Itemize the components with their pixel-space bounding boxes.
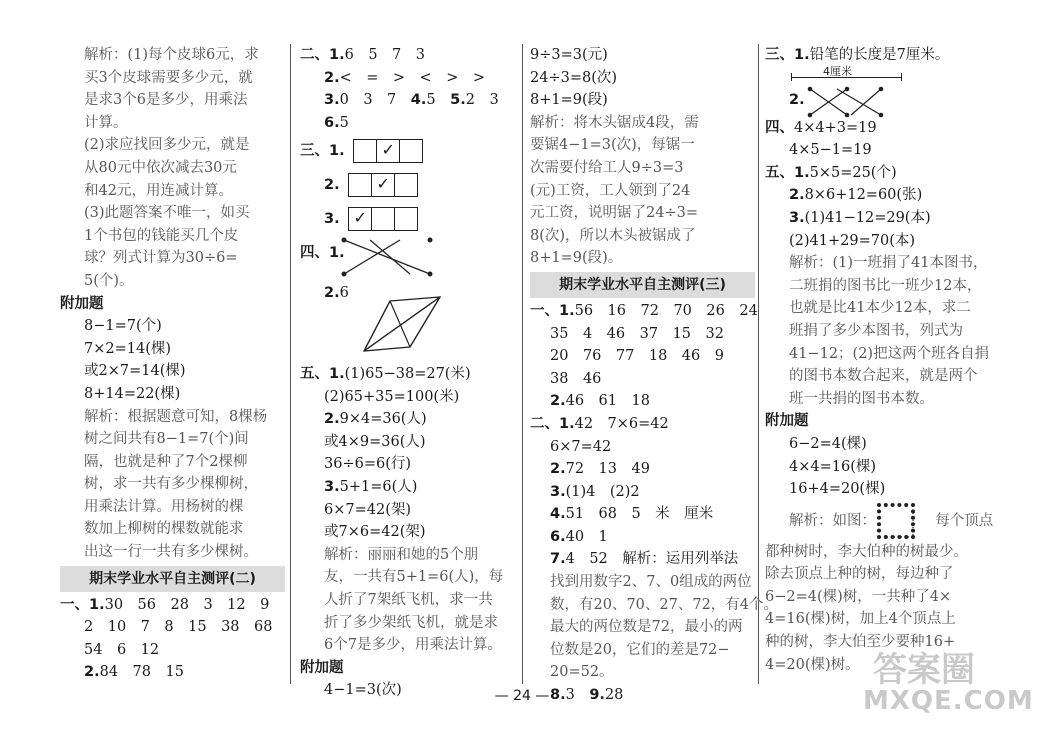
answer: 46 61 18 [565,393,650,410]
text-line: 人折了7架纸飞机，求一共 [324,591,493,608]
answer: 6×7=42 [550,438,612,455]
answer: 24÷3=8(次) [530,69,618,86]
text-line: 买3个皮球需要多少元，就 [84,69,253,86]
answer: 或4×9=36(人) [324,433,426,450]
text-line: 41−12；(2)把这两个班各自捐 [789,345,990,362]
item-label: 四、1. [300,245,345,262]
item-label: 3. [789,209,805,226]
text-line: 树之间共有8−1=7(个)间 [84,431,249,448]
parallelogram-figure [300,305,518,363]
item-label: 一、1. [530,302,575,319]
col1-analysis [60,44,285,293]
item-label: 4. [550,506,566,523]
item-label: 2. [324,285,340,302]
section-header: 期末学业水平自主测评(三) [530,272,755,298]
answer: 3 [565,687,575,704]
item-label: 2. [324,177,340,194]
text-line: 数，有20、70、27、72，有4个。 [550,596,779,613]
answer: (2)65+35=100(米) [324,388,460,405]
answer: 36÷6=6(行) [324,456,412,473]
watermark-url: MXQE.COM [863,686,1034,716]
answer: 或7×6=42(架) [324,524,426,541]
item-label: 4. [410,92,427,109]
text-line: 是求3个6是多少，用乘法 [84,92,248,109]
answer-box [348,173,372,197]
answer: 6×7=42(架) [324,501,412,518]
answer: 40 1 [565,528,608,545]
matching-lines-figure [340,234,440,284]
text-line: 5(个)。 [84,272,134,289]
item-label: 5. [450,92,466,109]
item-label: 2. [789,91,805,108]
answer: 4 52 解析：运用列举法 [565,551,739,568]
text-line: 次需要付给工人9÷3=3 [530,159,684,176]
item-label: 2. [789,187,805,204]
text-line: 元工资，说明锯了24÷3= [530,205,698,222]
answer: 5 [339,114,349,131]
answer: 9×4=36(人) [339,411,427,428]
item-label: 3. [550,483,566,500]
text-line: 4=16(棵)树，加上4个顶点上 [765,611,956,628]
item-label: 四、 [765,119,794,136]
answer: 铅笔的长度是7厘米。 [809,47,950,63]
text-line: 解析：将木头锯成4段，需 [530,114,699,131]
text-line: 8+14=22(棵) [84,385,181,402]
text-line: 数加上柳树的棵数就能求 [84,521,244,538]
item-label: 2. [324,411,340,428]
item-label: 3. [324,92,340,109]
answer-box-checked: ✓ [371,173,395,197]
square-trees-figure [875,501,919,541]
answer: (2)41+29=70(本) [789,232,916,249]
text-line: 折了多少架纸飞机，就是求 [324,614,498,631]
text-line: 要锯4−1=3(次)，每锯一 [530,137,695,154]
item-label: 6. [324,114,340,131]
text-line: 找到用数字2、7、0组成的两位 [550,574,752,591]
answer: 42 7×6=42 [574,415,669,432]
text-line: (3)此题答案不唯一，如买 [84,205,250,222]
column-1 [60,44,285,684]
text-line: 都种树时，李大伯种的树最少。 [765,543,968,560]
answer: (1)65−38=27(米) [344,365,471,382]
checkbox-row-3 [348,202,417,236]
answer: 2 3 [465,92,499,109]
item-label: 2. [84,664,100,681]
text-line: 班捐了多少本图书，列式为 [789,322,963,339]
text-line: 8+1=9(段)。 [530,250,623,267]
item-label: 三、1. [300,143,345,160]
answer: 38 46 [550,370,602,387]
checkbox-row-2 [348,168,417,202]
answer-box [399,139,423,163]
answer: 6 5 7 3 [344,47,426,63]
item-label: 2. [324,69,340,86]
item-label: 二、1. [300,47,345,63]
item-label: 2. [550,393,566,410]
text-line: 也就是比41本少12本，求二 [789,300,971,317]
answer: 16+4=20(棵) [789,481,886,498]
column-3 [530,44,779,707]
item-label: 五、1. [765,164,810,181]
column-2 [300,44,518,702]
item-label: 3. [324,211,340,228]
page-number: — 24 — [494,688,550,704]
column-4 [765,44,994,676]
text-line: 8(次)，所以木头被锯成了 [530,227,696,244]
text-line: 位数是20，它们的差是72− [550,641,730,658]
text-line: 出这一行一共有多少棵树。 [84,544,258,561]
text-line: 计算。 [84,114,128,131]
item-label: 3. [324,478,340,495]
fujia-title: 附加题 [765,413,809,430]
item-label: 五、1. [300,365,345,382]
answer: 4×4=16(棵) [789,458,877,475]
item-label: 一、1. [60,596,105,613]
text-line: 或2×7=14(棵) [84,363,186,380]
answer-box [394,173,418,197]
answer-box-checked: ✓ [376,139,400,163]
answer-box [394,207,418,231]
text-line: 8−1=7(个) [84,318,162,335]
answer: 4−1=3(次) [324,682,402,699]
text-line: 解析：根据题意可知，8棵杨 [84,408,268,425]
answer: 6−2=4(棵) [789,435,867,452]
item-label: 6. [550,528,566,545]
item-label: 7. [550,551,566,568]
text-line: 用乘法计算。用杨树的棵 [84,498,244,515]
answer-box [353,139,377,163]
ruler-label: 4厘米 [823,64,852,78]
matching-lines-figure [807,85,887,119]
answer: 20 76 77 18 46 9 [550,348,724,365]
text-line: 和42元，用连减计算。 [84,182,233,199]
answer: 72 13 49 [565,461,650,478]
answer: 5 [426,92,436,109]
text-line: 解析：(1)一班捐了41本图书， [789,255,988,272]
answer: 5+1=6(人) [339,478,418,495]
answer: 35 4 46 37 15 32 [550,325,724,342]
answer: 9÷3=3(元) [530,47,608,63]
text-line: 的图书本数合起来，就是两个 [789,368,978,385]
answer-box [371,207,395,231]
ruler-figure [765,64,990,83]
answer: 28 [604,687,624,704]
text-line: 从80元中依次减去30元 [84,159,237,176]
text-line: 友，一共有5+1=6(人)，每 [324,569,504,586]
answer: 84 78 15 [99,664,184,681]
answer: < = > < > > [339,69,486,86]
item-label: 9. [589,687,605,704]
text-line: 7×2=14(棵) [84,340,172,357]
text-line: 班一共捐的图书本数。 [789,390,934,407]
text-line: 解析：丽丽和她的5个朋 [324,546,479,563]
text-line: 除去顶点上种的树，每边种了 [765,566,954,583]
answer: 51 68 5 米 厘米 [565,506,714,523]
text-line: 树，求一共有多少棵柳树， [84,476,258,493]
answer: 4×5−1=19 [789,142,872,159]
answer: 2 10 7 8 15 38 68 [84,619,273,636]
watermark-logo [855,640,1040,725]
fujia-title: 附加题 [60,295,104,312]
text-line: 隔，也就是种了7个2棵柳 [84,453,248,470]
text-line: 1个书包的钱能买几个皮 [84,227,239,244]
answer: 8×6+12=60(张) [804,187,923,204]
answer: 8+1=9(段) [530,92,608,109]
text-line: 最大的两位数是72，最小的两 [550,619,743,636]
answer: 6 [339,285,349,302]
text-line: 20=52。 [550,664,614,681]
text-line: 二班捐的图书比一班少12本， [789,277,982,294]
answer: (1)4 (2)2 [565,483,640,500]
figure-prefix: 解析：如图： [789,512,876,529]
item-label: 三、1. [765,47,810,63]
text-line: 解析：(1)每个皮球6元，求 [84,47,259,63]
item-label: 2. [550,461,566,478]
answer: 30 56 28 3 12 9 [104,596,270,613]
answer: 4×4+3=19 [794,119,877,136]
text-line: 种的树，李大伯至少要种16+ [765,634,956,651]
text-line: 6−2=4(棵)树，一共种了4× [765,588,952,605]
checkbox-row-1 [353,134,422,168]
text-line: 4=20(棵)树。 [765,656,860,673]
answer-box-checked: ✓ [348,207,372,231]
text-line: 球？列式计算为30÷6= [84,250,238,267]
fujia-title: 附加题 [300,659,344,676]
answer: 56 16 72 70 26 24 [574,302,758,319]
watermark-text: 答案圈 [873,650,975,690]
item-label: 8. [550,687,566,704]
text-line: (2)求应找回多少元，就是 [84,137,250,154]
answer: 0 3 7 [339,92,397,109]
text-line: (元)工资，工人领到了24 [530,182,691,199]
figure-suffix: 每个顶点 [935,512,994,529]
answer: 5×5=25(个) [809,164,897,181]
text-line: 6个7是多少，用乘法计算。 [324,637,502,654]
answer: 54 6 12 [84,641,160,658]
item-label: 二、1. [530,415,575,432]
answer: (1)41−12=29(本) [804,209,931,226]
section-header: 期末学业水平自主测评(二) [60,566,285,592]
